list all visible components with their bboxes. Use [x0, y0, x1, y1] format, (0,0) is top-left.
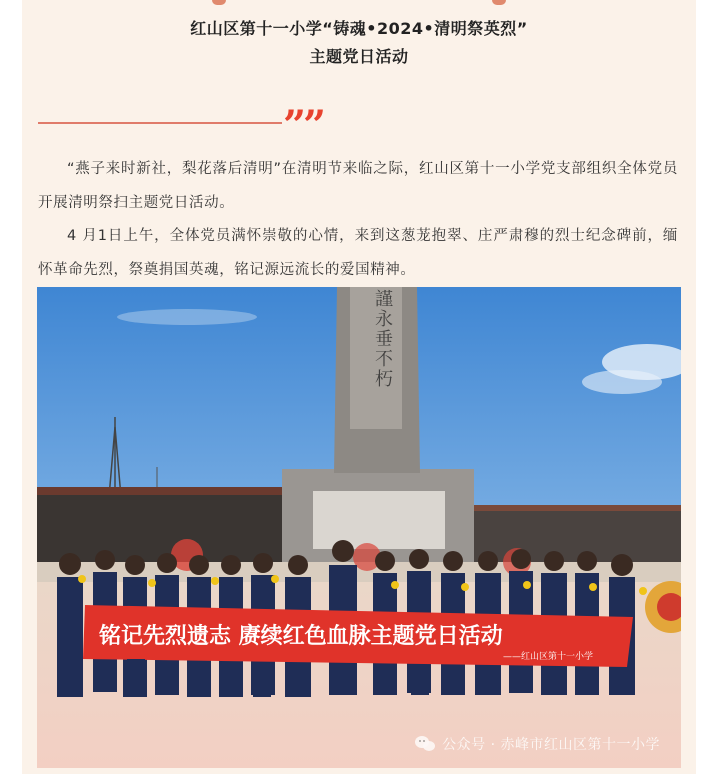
watermark: [414, 734, 660, 754]
monument-inscription: 謹永垂不朽: [372, 289, 393, 389]
banner-text: 铭记先烈遗志 赓续红色血脉主题党日活动: [99, 624, 503, 649]
photo-illustration: [37, 287, 681, 768]
divider-line: [38, 122, 282, 124]
article-title-line2: 主题党日活动: [309, 47, 409, 66]
quote-mark-icon: ””: [283, 102, 324, 149]
banner-subtext: ——红山区第十一小学: [503, 652, 594, 662]
decoration-nub: [212, 0, 226, 5]
watermark-text: 公众号 · 赤峰市红山区第十一小学: [442, 737, 660, 753]
top-decoration: [22, 0, 696, 8]
decoration-nub: [492, 0, 506, 5]
paragraph-2: 4 月1日上午，全体党员满怀崇敬的心情，来到这葱茏抱翠、庄严肃穆的烈士纪念碑前，缅怀革命先烈，祭奠捐国英魂，铭记源远流长的爱国精神。: [38, 228, 678, 278]
activity-photo: [37, 287, 681, 768]
article-card: [22, 0, 696, 774]
wechat-icon: [414, 735, 436, 753]
article-title-line1: 红山区第十一小学“铸魂•2024•清明祭英烈”: [190, 19, 528, 38]
paragraph-1: “燕子来时新社，梨花落后清明”在清明节来临之际，红山区第十一小学党支部组织全体党员开展清明祭扫主题党日活动。: [38, 161, 678, 211]
